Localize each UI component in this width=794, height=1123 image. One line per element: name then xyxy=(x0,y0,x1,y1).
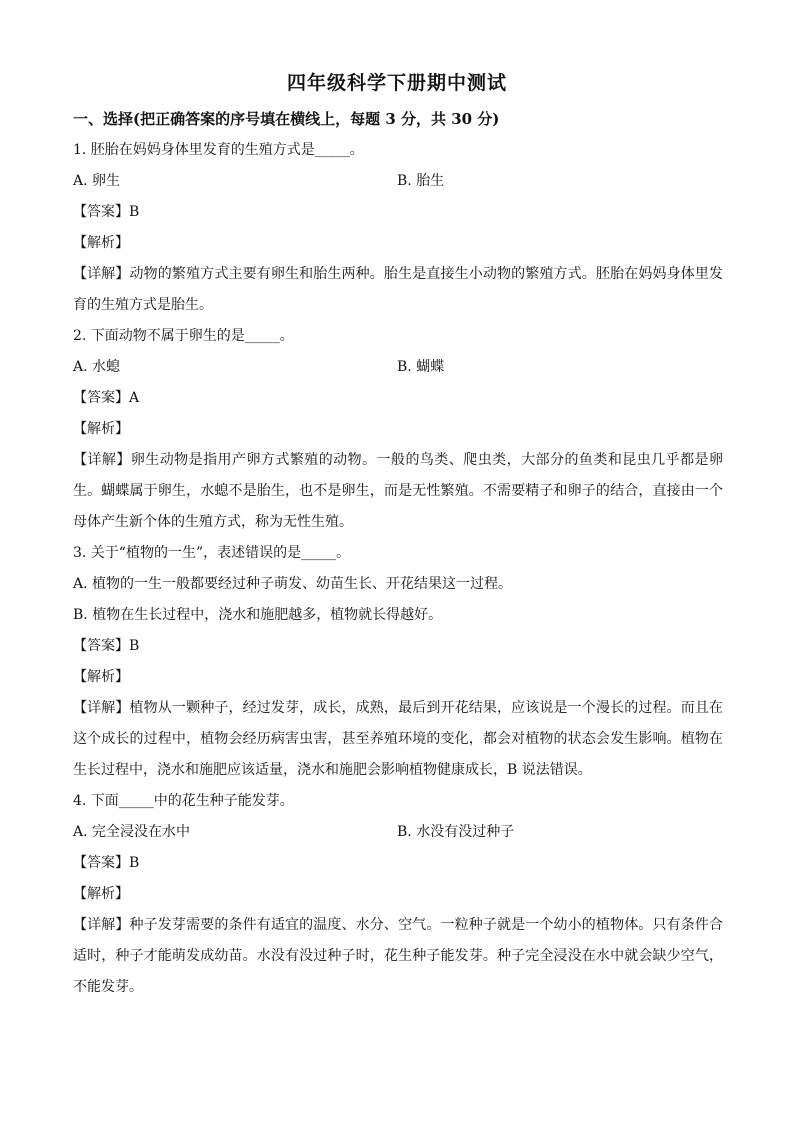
detail-text: 【详解】卵生动物是指用产卵方式繁殖的动物。一般的鸟类、爬虫类，大部分的鱼类和昆虫几乎都是卵生。蝴蝶属于卵生，水螅不是胎生，也不是卵生，而是无性繁殖。不需要精子和卵子的结合，直接由一个母体产生新个体的生殖方式，称为无性生殖。 xyxy=(73,452,723,530)
question-block xyxy=(73,791,723,1003)
option-a: A. 完全浸没在水中 xyxy=(73,824,191,840)
question-options xyxy=(73,171,723,202)
analysis-label: 【解析】 xyxy=(73,886,129,902)
question-list xyxy=(73,140,723,1008)
question-block xyxy=(73,326,723,538)
analysis-label: 【解析】 xyxy=(73,669,129,685)
section-heading: 一、选择(把正确答案的序号填在横线上，每题 3 分，共 30 分) xyxy=(73,110,500,128)
answer-label: 【答案】B xyxy=(73,638,140,654)
question-stem: 3. 关于“植物的一生”，表述错误的是_____。 xyxy=(73,545,351,561)
answer-label: 【答案】A xyxy=(73,390,140,406)
option-b: B. 蝴蝶 xyxy=(397,359,445,375)
question-options xyxy=(73,357,723,388)
page-title: 四年级科学下册期中测试 xyxy=(286,72,507,94)
option-b: B. 植物在生长过程中，浇水和施肥越多，植物就长得越好。 xyxy=(73,607,443,623)
detail-text: 【详解】植物从一颗种子，经过发芽，成长，成熟，最后到开花结果，应该说是一个漫长的过程。而且在这个成长的过程中，植物会经历病害虫害，甚至养殖环境的变化，都会对植物的状态会发生影响。植物在生长过程中，浇水和施肥应该适量，浇水和施肥会影响植物健康成长，B 说法错误。 xyxy=(73,700,723,778)
detail-text: 【详解】种子发芽需要的条件有适宜的温度、水分、空气。一粒种子就是一个幼小的植物体。只有条件合适时，种子才能萌发成幼苗。水没有没过种子时，花生种子能发芽。种子完全浸没在水中就会缺少空气，不能发芽。 xyxy=(73,917,723,995)
option-b: B. 水没有没过种子 xyxy=(397,824,515,840)
option-a: A. 卵生 xyxy=(73,173,121,189)
question-options xyxy=(73,822,723,853)
analysis-label: 【解析】 xyxy=(73,235,129,251)
question-block xyxy=(73,543,723,786)
answer-label: 【答案】B xyxy=(73,855,140,871)
detail-text: 【详解】动物的繁殖方式主要有卵生和胎生两种。胎生是直接生小动物的繁殖方式。胚胎在妈妈身体里发育的生殖方式是胎生。 xyxy=(73,266,723,313)
analysis-label: 【解析】 xyxy=(73,421,129,437)
question-stem: 2. 下面动物不属于卵生的是_____。 xyxy=(73,328,294,344)
question-block xyxy=(73,140,723,321)
answer-label: 【答案】B xyxy=(73,204,140,220)
option-b: B. 胎生 xyxy=(397,173,445,189)
option-a: A. 水螅 xyxy=(73,359,121,375)
question-stem: 4. 下面_____中的花生种子能发芽。 xyxy=(73,793,294,809)
option-a: A. 植物的一生一般都要经过种子萌发、幼苗生长、开花结果这一过程。 xyxy=(73,576,513,592)
question-stem: 1. 胚胎在妈妈身体里发育的生殖方式是_____。 xyxy=(73,142,364,158)
